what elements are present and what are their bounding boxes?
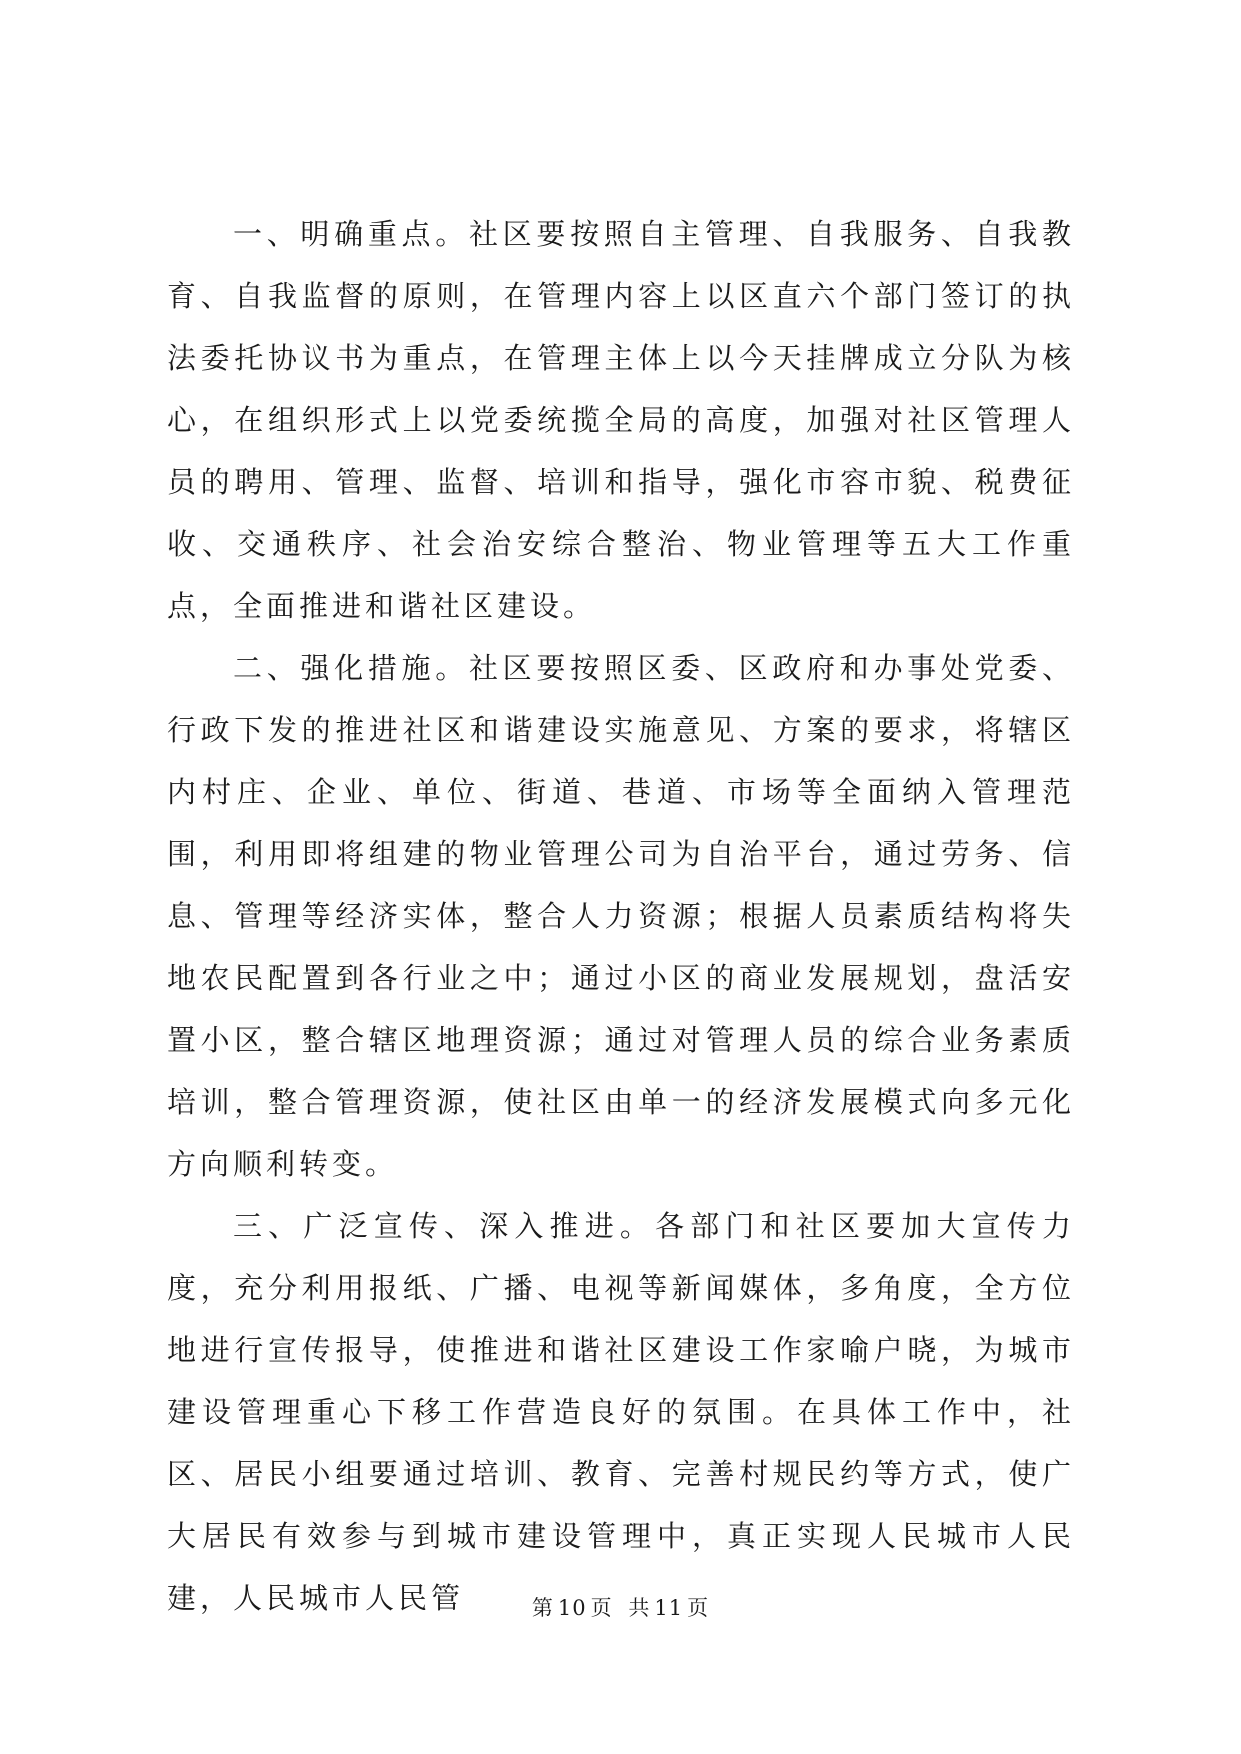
paragraph-1: 一、明确重点。社区要按照自主管理、自我服务、自我教育、自我监督的原则，在管理内容上以区直六个部门签订的执法委托协议书为重点，在管理主体上以今天挂牌成立分队为核心，在组织形式上以党委统揽全局的高度，加强对社区管理人员的聘用、管理、监督、培训和指导，强化市容市貌、税费征收、交通秩序、社会治安综合整治、物业管理等五大工作重点，全面推进和谐社区建设。	[167, 217, 1075, 623]
current-page: 10	[557, 1596, 587, 1620]
total-label-suffix: 页	[687, 1596, 710, 1620]
page-label-prefix: 第	[531, 1596, 554, 1620]
page-label-suffix: 页	[590, 1596, 613, 1620]
paragraph-3: 三、广泛宣传、深入推进。各部门和社区要加大宣传力度，充分利用报纸、广播、电视等新闻媒体，多角度，全方位地进行宣传报导，使推进和谐社区建设工作家喻户晓，为城市建设管理重心下移工作营造良好的氛围。在具体工作中，社区、居民小组要通过培训、教育、完善村规民约等方式，使广大居民有效参与到城市建设管理中，真正实现人民城市人民建，人民城市人民管	[167, 1209, 1075, 1615]
total-label-prefix: 共	[628, 1596, 651, 1620]
total-pages: 11	[654, 1596, 684, 1620]
page-total	[626, 1596, 711, 1620]
paragraph-2: 二、强化措施。社区要按照区委、区政府和办事处党委、行政下发的推进社区和谐建设实施意见、方案的要求，将辖区内村庄、企业、单位、街道、巷道、市场等全面纳入管理范围，利用即将组建的物业管理公司为自治平台，通过劳务、信息、管理等经济实体，整合人力资源；根据人员素质结构将失地农民配置到各行业之中；通过小区的商业发展规划，盘活安置小区，整合辖区地理资源；通过对管理人员的综合业务素质培训，整合管理资源，使社区由单一的经济发展模式向多元化方向顺利转变。	[167, 651, 1075, 1181]
page-number	[530, 1596, 615, 1620]
document-body	[167, 203, 1075, 1629]
page-footer	[0, 1594, 1241, 1622]
